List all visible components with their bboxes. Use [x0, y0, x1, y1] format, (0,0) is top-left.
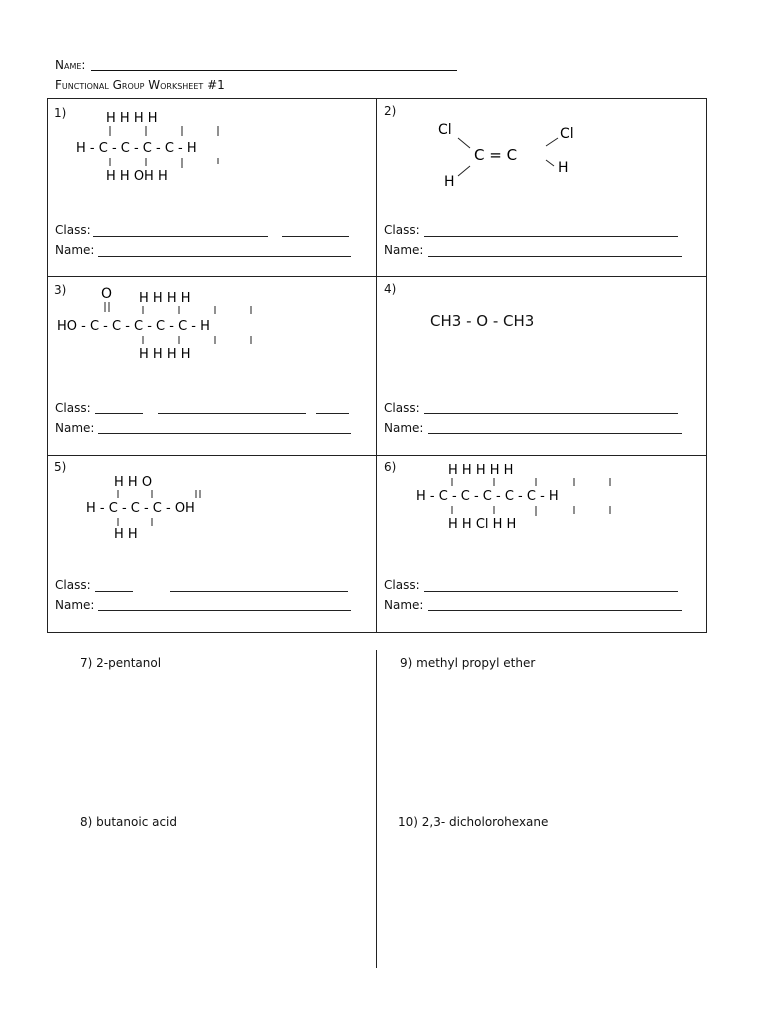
s3-bottom-hydrogens: H H H H	[139, 347, 191, 362]
cell-4-number: 4)	[384, 282, 397, 296]
s2-h-left: H	[444, 174, 455, 190]
cell-3-class-line-b[interactable]	[158, 413, 306, 414]
cell-1-number: 1)	[54, 106, 67, 120]
structure-5	[84, 472, 284, 544]
cell-5-class-label: Class:	[55, 578, 91, 592]
cell-5-class-line-a[interactable]	[95, 591, 133, 592]
question-9: 9) methyl propyl ether	[400, 656, 536, 670]
s5-bottom-hydrogens: H H	[114, 527, 138, 542]
question-8: 8) butanoic acid	[80, 815, 178, 829]
s5-top-groups: H H O	[114, 475, 153, 490]
cell-6-class-line[interactable]	[424, 591, 678, 592]
cell-3-class-line-c[interactable]	[316, 413, 349, 414]
grid-divider-row1	[47, 276, 707, 277]
cell-4-class-label: Class:	[384, 401, 420, 415]
cell-3-name-label: Name:	[55, 421, 95, 435]
cell-1-name-label: Name:	[55, 243, 95, 257]
cell-2-name-line[interactable]	[428, 256, 682, 257]
s5-chain: H - C - C - C - OH	[86, 501, 195, 516]
cell-1-class-line-b[interactable]	[282, 236, 349, 237]
cell-5-number: 5)	[54, 460, 67, 474]
question-10: 10) 2,3- dicholorohexane	[398, 815, 549, 829]
cell-5-name-line[interactable]	[98, 610, 351, 611]
structure-3	[55, 284, 315, 366]
cell-3-name-line[interactable]	[98, 433, 351, 434]
s2-cl-left: Cl	[438, 122, 452, 138]
answer-area-divider	[376, 650, 377, 968]
cell-2-class-label: Class:	[384, 223, 420, 237]
cell-1-name-line[interactable]	[98, 256, 351, 257]
cell-6-number: 6)	[384, 460, 397, 474]
structure-2	[430, 118, 610, 193]
cell-1-class-line-a[interactable]	[93, 236, 268, 237]
name-label: Name:	[55, 58, 86, 72]
s6-bottom-groups: H H Cl H H	[448, 517, 517, 532]
cell-4-class-line[interactable]	[424, 413, 678, 414]
cell-6-name-line[interactable]	[428, 610, 682, 611]
name-underline	[91, 70, 457, 71]
s3-top-hydrogens: H H H H	[139, 291, 191, 306]
s6-top-hydrogens: H H H H H	[448, 463, 514, 478]
s2-h-right: H	[558, 160, 569, 176]
s3-chain: HO - C - C - C - C - C - H	[57, 319, 210, 334]
cell-4-name-label: Name:	[384, 421, 424, 435]
s6-chain: H - C - C - C - C - C - H	[416, 489, 559, 504]
cell-3-class-label: Class:	[55, 401, 91, 415]
structure-6	[414, 460, 674, 542]
cell-2-class-line[interactable]	[424, 236, 678, 237]
cell-5-class-line-b[interactable]	[170, 591, 348, 592]
s3-carbonyl-oxygen: O	[101, 286, 113, 302]
cell-6-class-label: Class:	[384, 578, 420, 592]
s2-cl-right: Cl	[560, 126, 574, 142]
s1-bottom-groups: H H OH H	[106, 169, 168, 184]
s2-double-bond: C = C	[474, 146, 518, 164]
cell-1-class-label: Class:	[55, 223, 91, 237]
question-7: 7) 2-pentanol	[80, 656, 162, 670]
structure-1	[70, 108, 270, 188]
cell-5-name-label: Name:	[55, 598, 95, 612]
cell-2-number: 2)	[384, 104, 397, 118]
cell-2-name-label: Name:	[384, 243, 424, 257]
s4-formula: CH3 - O - CH3	[430, 312, 535, 330]
s1-top-hydrogens: H H H H	[106, 111, 158, 126]
cell-3-number: 3)	[54, 283, 67, 297]
worksheet-title: Functional Group Worksheet #1	[55, 78, 225, 92]
grid-divider-row2	[47, 455, 707, 456]
cell-3-class-line-a[interactable]	[95, 413, 143, 414]
grid-divider-vertical	[376, 98, 377, 633]
cell-4-name-line[interactable]	[428, 433, 682, 434]
s1-chain: H - C - C - C - C - H	[76, 141, 197, 156]
cell-6-name-label: Name:	[384, 598, 424, 612]
